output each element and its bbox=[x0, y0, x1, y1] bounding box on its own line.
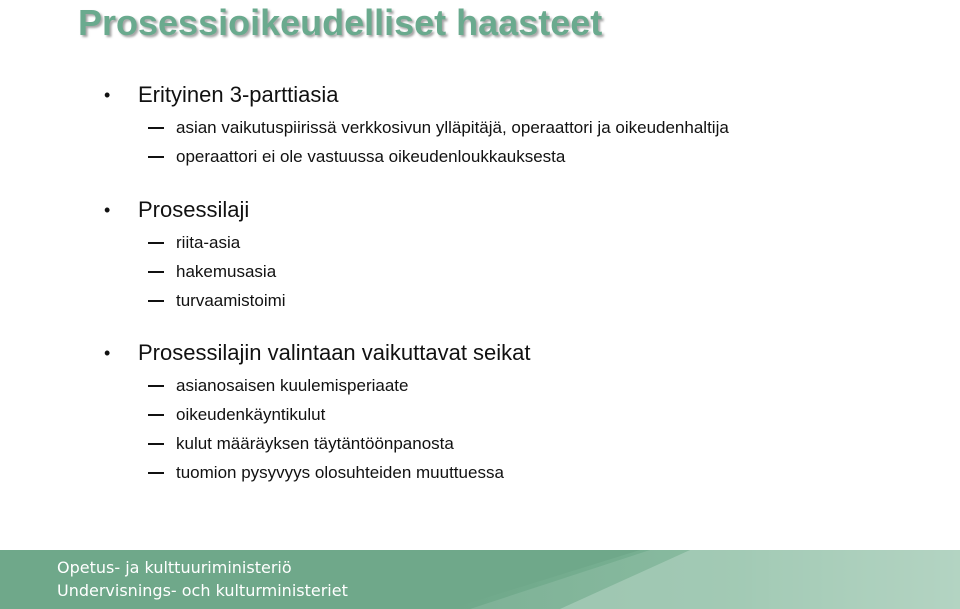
dash-icon bbox=[148, 242, 164, 244]
sub-item bbox=[104, 228, 286, 257]
sub-item-text: asianosaisen kuulemisperiaate bbox=[176, 376, 409, 395]
bullet-heading bbox=[104, 339, 531, 367]
dash-icon bbox=[148, 127, 164, 129]
sub-item-text: turvaamistoimi bbox=[176, 291, 286, 310]
bullet-dot-icon: • bbox=[104, 343, 111, 363]
dash-icon bbox=[148, 443, 164, 445]
footer-band bbox=[0, 550, 960, 609]
sub-list bbox=[104, 113, 729, 171]
sub-item-text: oikeudenkäyntikulut bbox=[176, 405, 326, 424]
bullet-heading bbox=[104, 196, 286, 224]
sub-item-text: operaattori ei ole vastuussa oikeudenloukkauksesta bbox=[176, 147, 566, 166]
dash-icon bbox=[148, 271, 164, 273]
sub-item bbox=[104, 371, 531, 400]
dash-icon bbox=[148, 156, 164, 158]
sub-item bbox=[104, 142, 729, 171]
dash-icon bbox=[148, 385, 164, 387]
bullet-section-2 bbox=[104, 196, 286, 315]
sub-item bbox=[104, 429, 531, 458]
bullet-dot-icon: • bbox=[104, 85, 111, 105]
slide-title: Prosessioikeudelliset haasteet bbox=[78, 2, 603, 43]
bullet-section-1 bbox=[104, 81, 729, 171]
sub-item-text: kulut määräyksen täytäntöönpanosta bbox=[176, 434, 454, 453]
sub-item bbox=[104, 400, 531, 429]
sub-item-text: hakemusasia bbox=[176, 262, 277, 281]
bullet-heading-text: Erityinen 3-parttiasia bbox=[138, 82, 339, 107]
sub-item bbox=[104, 113, 729, 142]
sub-item bbox=[104, 257, 286, 286]
bullet-heading-text: Prosessilajin valintaan vaikuttavat seikat bbox=[138, 340, 531, 365]
dash-icon bbox=[148, 414, 164, 416]
sub-item-text: riita-asia bbox=[176, 233, 241, 252]
dash-icon bbox=[148, 300, 164, 302]
bullet-section-3 bbox=[104, 339, 531, 487]
ministry-name-sv: Undervisnings- och kulturministeriet bbox=[57, 581, 348, 600]
sub-list bbox=[104, 371, 531, 487]
ministry-name-fi: Opetus- ja kulttuuriministeriö bbox=[57, 558, 292, 577]
dash-icon bbox=[148, 472, 164, 474]
bullet-heading-text: Prosessilaji bbox=[138, 197, 250, 222]
sub-list bbox=[104, 228, 286, 315]
sub-item-text: tuomion pysyvyys olosuhteiden muuttuessa bbox=[176, 463, 504, 482]
sub-item bbox=[104, 458, 531, 487]
sub-item bbox=[104, 286, 286, 315]
bullet-dot-icon: • bbox=[104, 200, 111, 220]
bullet-heading bbox=[104, 81, 729, 109]
sub-item-text: asian vaikutuspiirissä verkkosivun ylläpitäjä, operaattori ja oikeudenhaltija bbox=[176, 118, 729, 137]
